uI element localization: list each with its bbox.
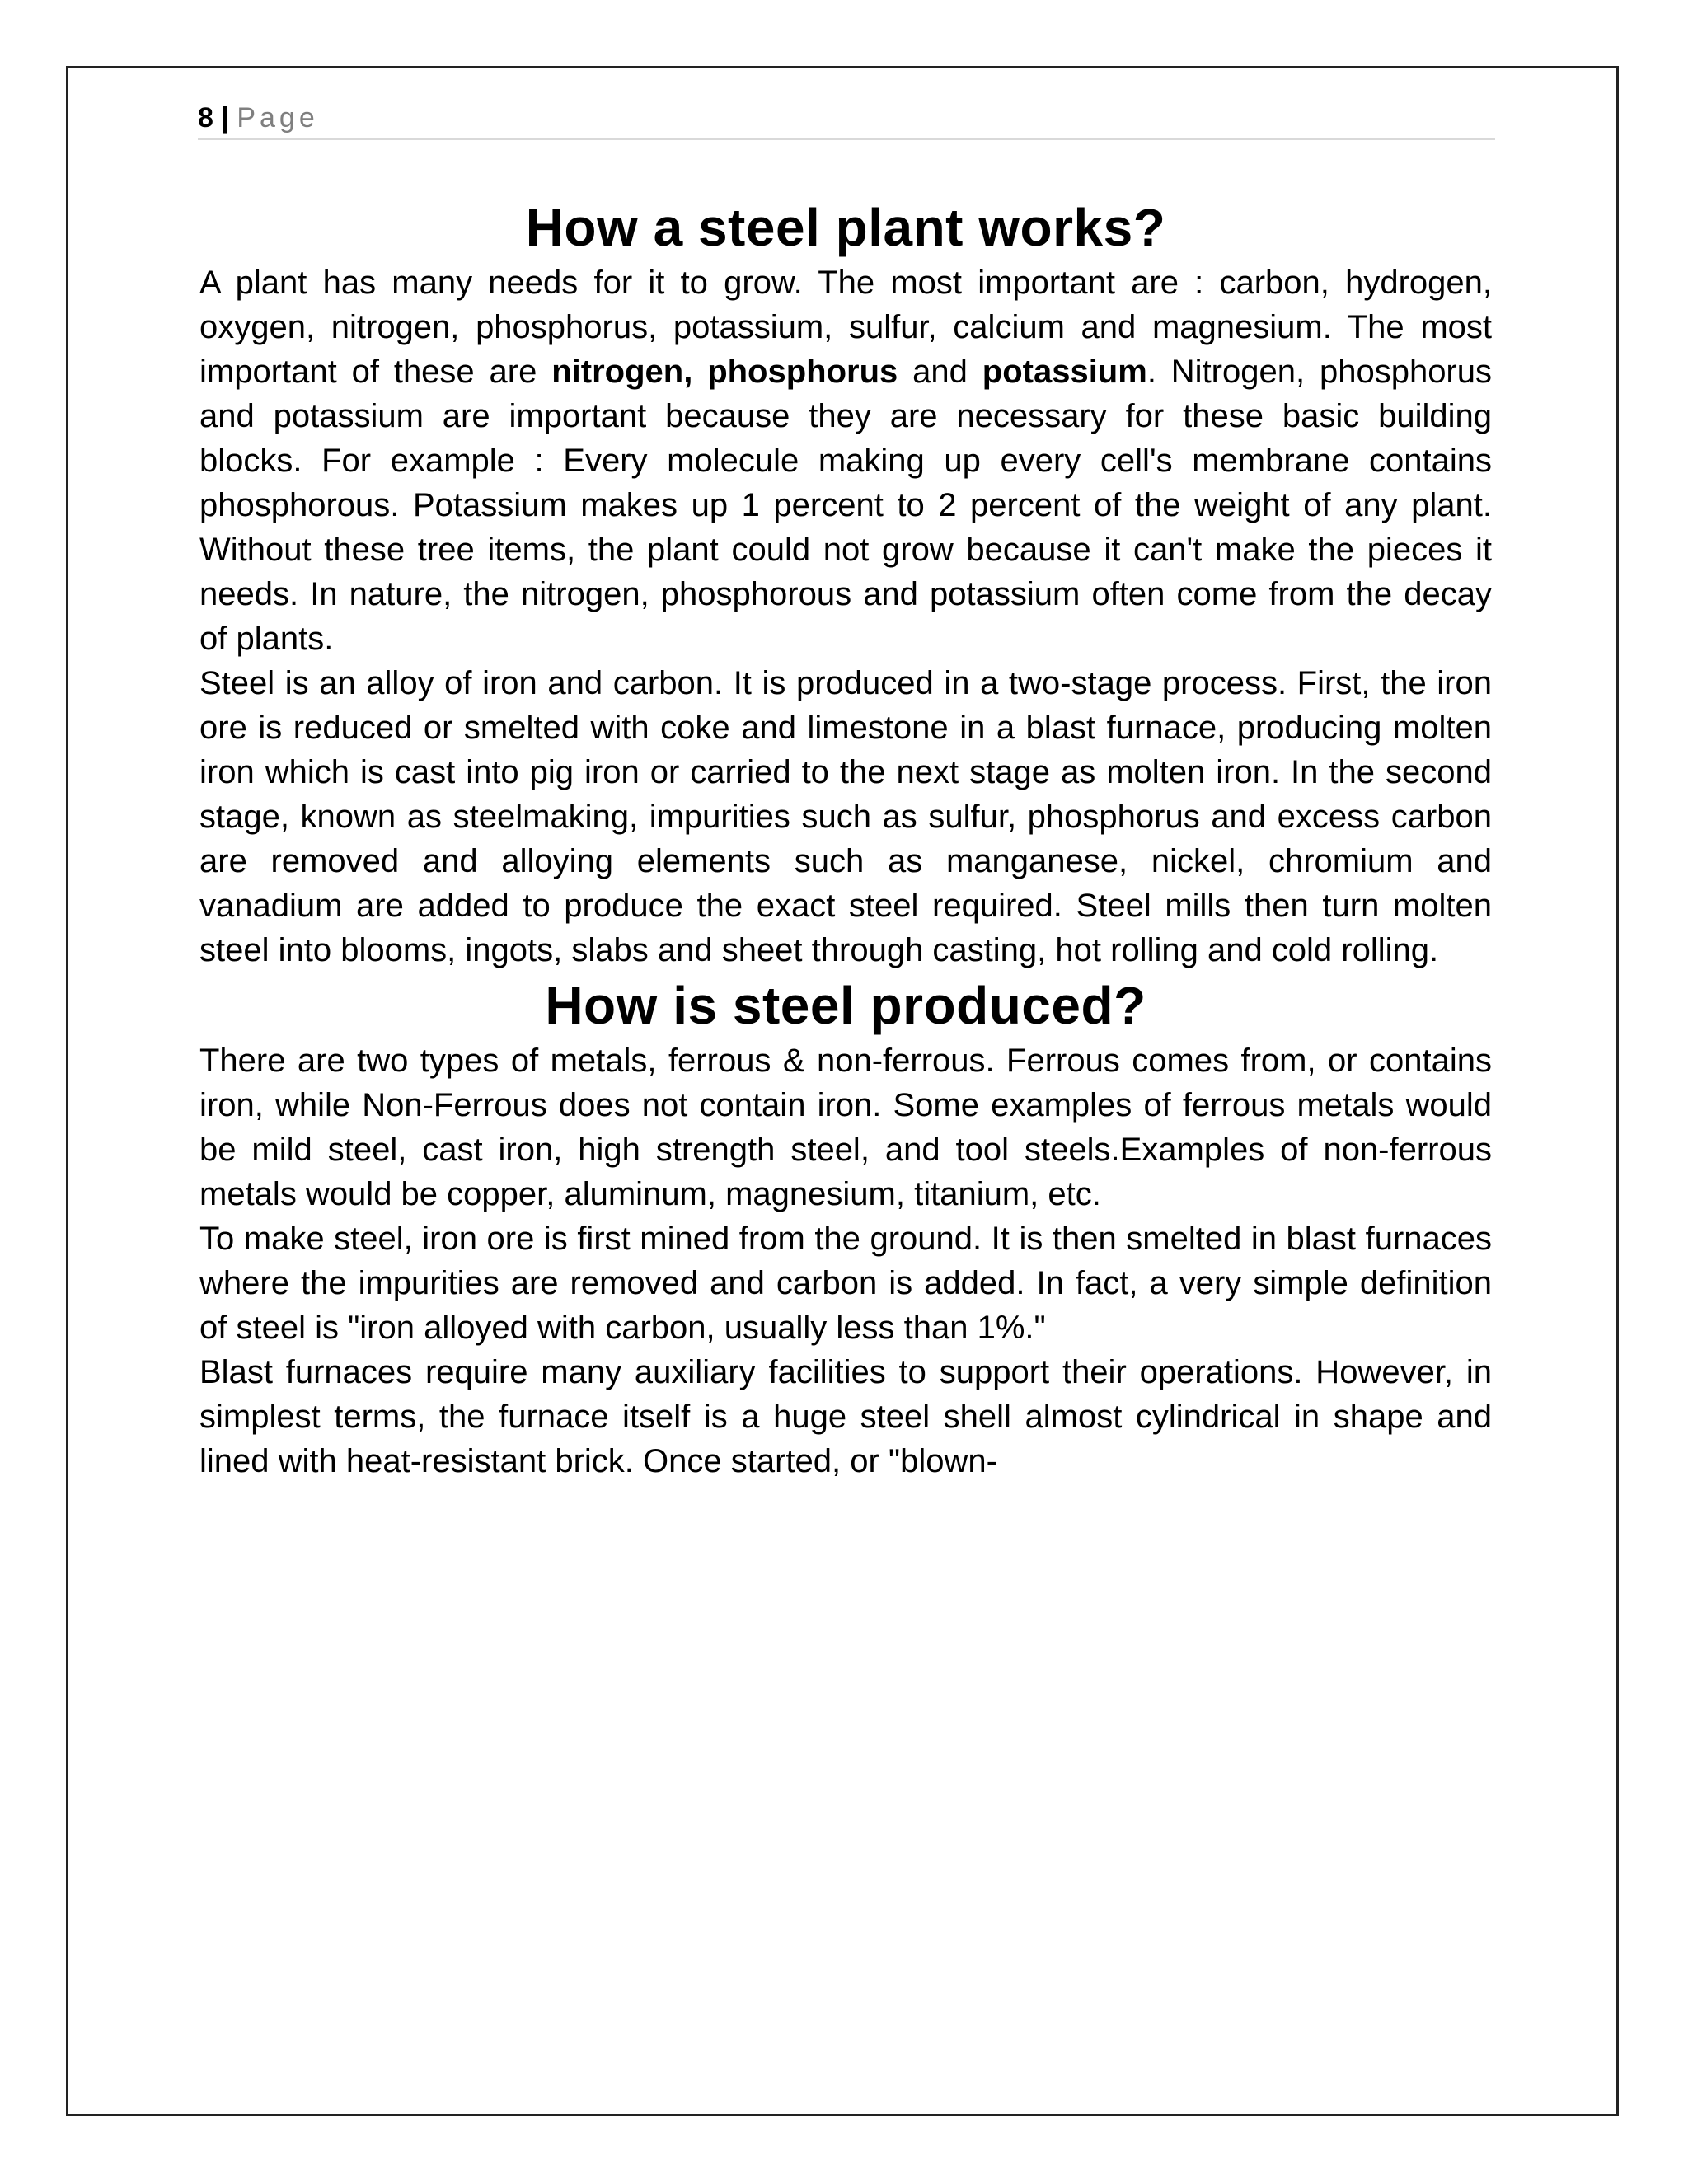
paragraph-make-steel: To make steel, iron ore is first mined from the ground. It is then smelted in blast furnaces where the impurities are removed and carbon is added. In fact, a very simple definition of steel is "iron alloyed with carbon, usually less than 1%." <box>199 1221 1492 1346</box>
paragraph-metal-types: There are two types of metals, ferrous & non-ferrous. Ferrous comes from, or contains iron, while Non-Ferrous does not contain iron. Some examples of ferrous metals would be mild steel, cast iron, high strength steel, and tool steels.Examples of non-ferrous metals would be copper, aluminum, magnesium, titanium, etc. <box>199 1043 1492 1212</box>
bold-text-potassium: potassium <box>982 354 1147 390</box>
paragraph-steel-alloy: Steel is an alloy of iron and carbon. It is produced in a two-stage process. First, the iron ore is reduced or smelted with coke and limestone in a blast furnace, producing molten iron which is cast into pig iron or carried to the next stage as molten iron. In the second stage, known as steelmaking, impurities such as sulfur, phosphorus and excess carbon are removed and alloying elements such as manganese, nickel, chromium and vanadium are added to produce the exact steel required. Steel mills then turn molten steel into blooms, ingots, slabs and sheet through casting, hot rolling and cold rolling. <box>199 665 1492 968</box>
page-label: Page <box>237 102 319 134</box>
page-number: 8 <box>198 102 213 134</box>
paragraph-text: A plant has many needs for it to grow. The most important are : carbon, hydrogen, oxygen, nitrogen, phosphorus, potassium, sulfur, calcium and magnesium. The most important of these are <box>199 265 1492 390</box>
paragraph-text: and <box>898 354 982 390</box>
page-header <box>198 97 1495 140</box>
paragraph-blast-furnaces: Blast furnaces require many auxiliary facilities to support their operations. However, in simplest terms, the furnace itself is a huge steel shell almost cylindrical in shape and lined with heat-resistant brick. Once started, or "blown- <box>199 1354 1492 1479</box>
page-separator: | <box>221 102 229 134</box>
page-content <box>199 194 1492 1483</box>
paragraph-plant-needs <box>199 260 1492 661</box>
section-title-steel-produced: How is steel produced? <box>545 976 1146 1035</box>
section-title-steel-plant: How a steel plant works? <box>525 198 1166 257</box>
paragraph-text: . Nitrogen, phosphorus and potassium are important because they are necessary for these basic building blocks. For example : Every molecule making up every cell's membrane contains phosphorous. Potassium makes up 1 percent to 2 percent of the weight of any plant. Without these tree items, the plant could not grow because it can't make the pieces it needs. In nature, the nitrogen, phosphorous and potassium often come from the decay of plants. <box>199 354 1493 657</box>
bold-text-nitrogen-phosphorus: nitrogen, phosphorus <box>551 354 898 390</box>
